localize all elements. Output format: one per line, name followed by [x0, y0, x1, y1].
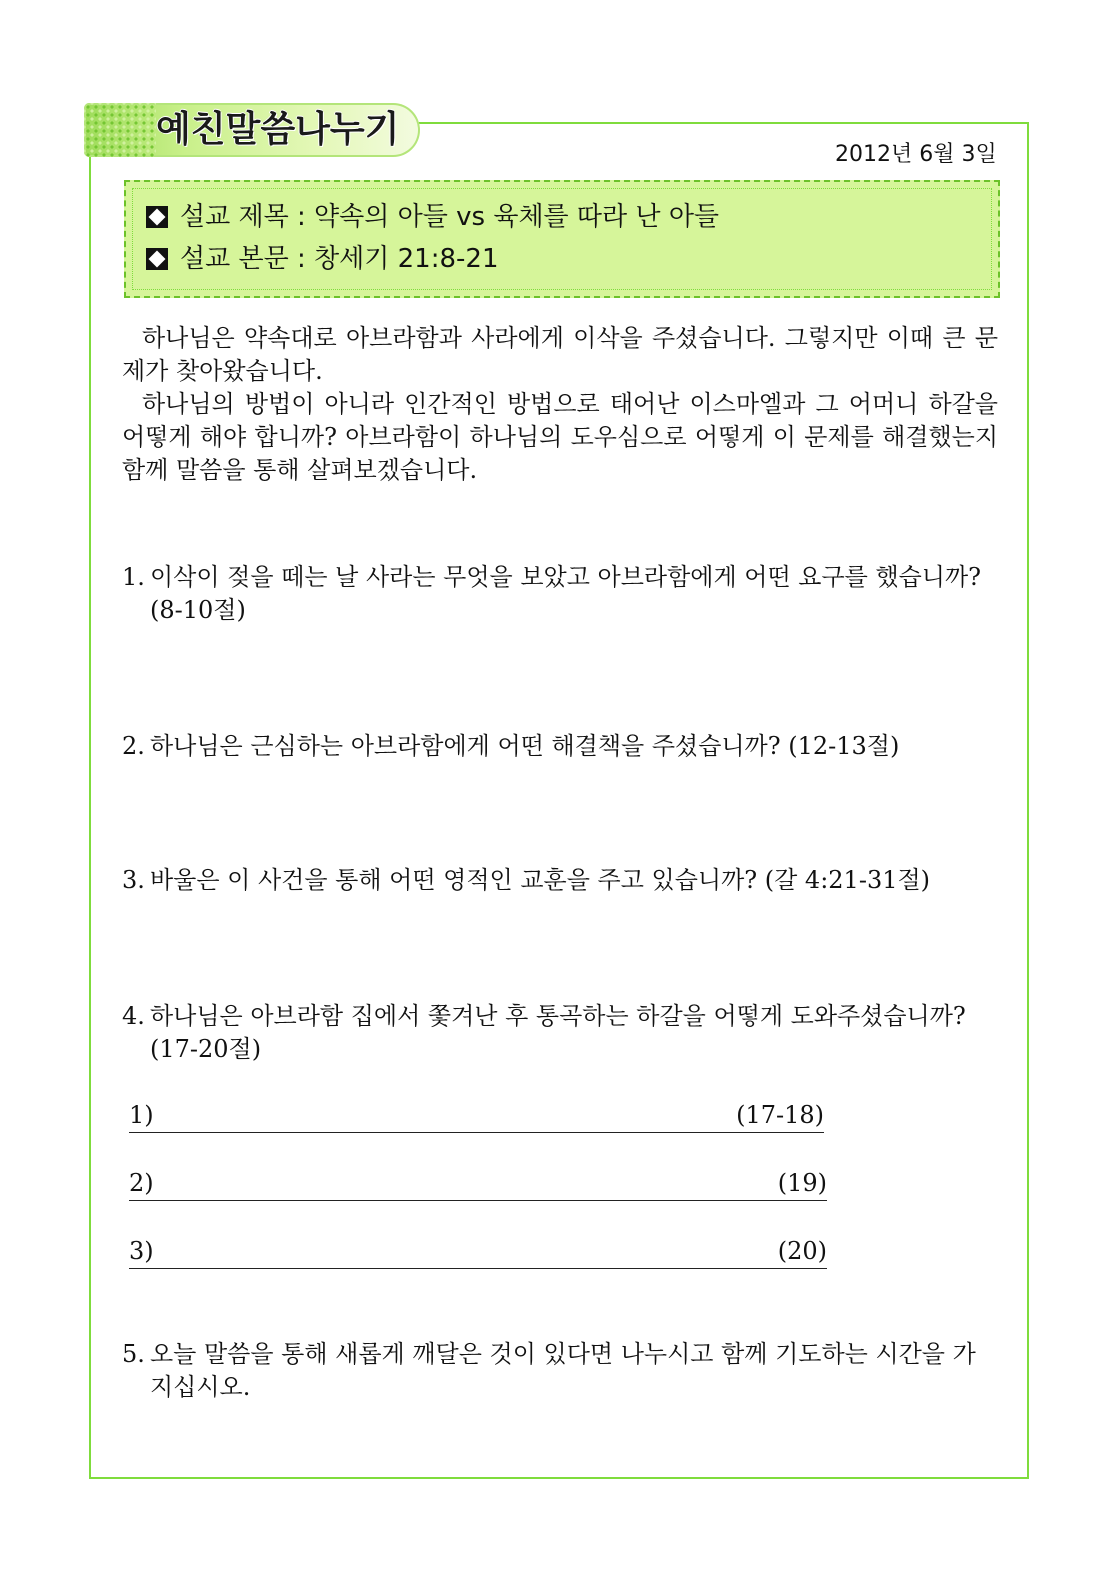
intro-paragraph: 하나님의 방법이 아니라 인간적인 방법으로 태어난 이스마엘과 그 어머니 하갈을 어떻게 해야 합니까? 아브라함이 하나님의 도우심으로 어떻게 이 문제를 해결했는지 함께 말씀을 통해 살펴보겠습니다. [122, 390, 998, 484]
question-number: 3. [122, 866, 145, 894]
question-text: 이삭이 젖을 떼는 날 사라는 무엇을 보았고 아브라함에게 어떤 요구를 했습니까? (8-10절) [150, 563, 982, 624]
sermon-text-text: 설교 본문 : 창세기 21:8-21 [180, 244, 499, 274]
question-text: 하나님은 아브라함 집에서 쫓겨난 후 통곡하는 하갈을 어떻게 도와주셨습니까? (17-20절) [150, 1002, 966, 1063]
question-number: 5. [122, 1340, 145, 1368]
banner-pattern [84, 103, 156, 157]
square-diamond-bullet-icon [146, 248, 168, 270]
answer-reference: (20) [777, 1237, 827, 1265]
question-1 [122, 561, 982, 627]
answer-reference: (19) [777, 1169, 827, 1197]
answer-label: 3) [129, 1237, 154, 1265]
question-number: 2. [122, 732, 145, 760]
question-2 [122, 730, 982, 763]
sermon-info-box [124, 180, 1000, 298]
answer-line-1[interactable] [129, 1100, 824, 1133]
question-text: 하나님은 근심하는 아브라함에게 어떤 해결책을 주셨습니까? (12-13절) [150, 732, 900, 760]
page-title: 예친말씀나누기 [156, 109, 400, 150]
answer-line-3[interactable] [129, 1236, 827, 1269]
square-diamond-bullet-icon [146, 206, 168, 228]
sermon-date: 2012년 6월 3일 [835, 142, 997, 167]
header-banner [84, 103, 420, 157]
question-5 [122, 1338, 982, 1404]
sermon-title-line [146, 200, 719, 234]
question-number: 1. [122, 563, 145, 591]
question-3 [122, 864, 982, 897]
question-text: 오늘 말씀을 통해 새롭게 깨달은 것이 있다면 나누시고 함께 기도하는 시간을 가지십시오. [150, 1340, 976, 1401]
sermon-title-text: 설교 제목 : 약속의 아들 vs 육체를 따라 난 아들 [180, 202, 720, 232]
question-text: 바울은 이 사건을 통해 어떤 영적인 교훈을 주고 있습니까? (갈 4:21-31절) [150, 866, 931, 894]
question-4 [122, 1000, 982, 1066]
intro-paragraph: 하나님은 약속대로 아브라함과 사라에게 이삭을 주셨습니다. 그렇지만 이때 큰 문제가 찾아왔습니다. [122, 324, 998, 385]
question-number: 4. [122, 1002, 145, 1030]
answer-label: 2) [129, 1169, 154, 1197]
sermon-text-line [146, 242, 498, 276]
answer-reference: (17-18) [736, 1101, 824, 1129]
answer-line-2[interactable] [129, 1168, 827, 1201]
intro-text [122, 322, 998, 487]
answer-label: 1) [129, 1101, 154, 1129]
